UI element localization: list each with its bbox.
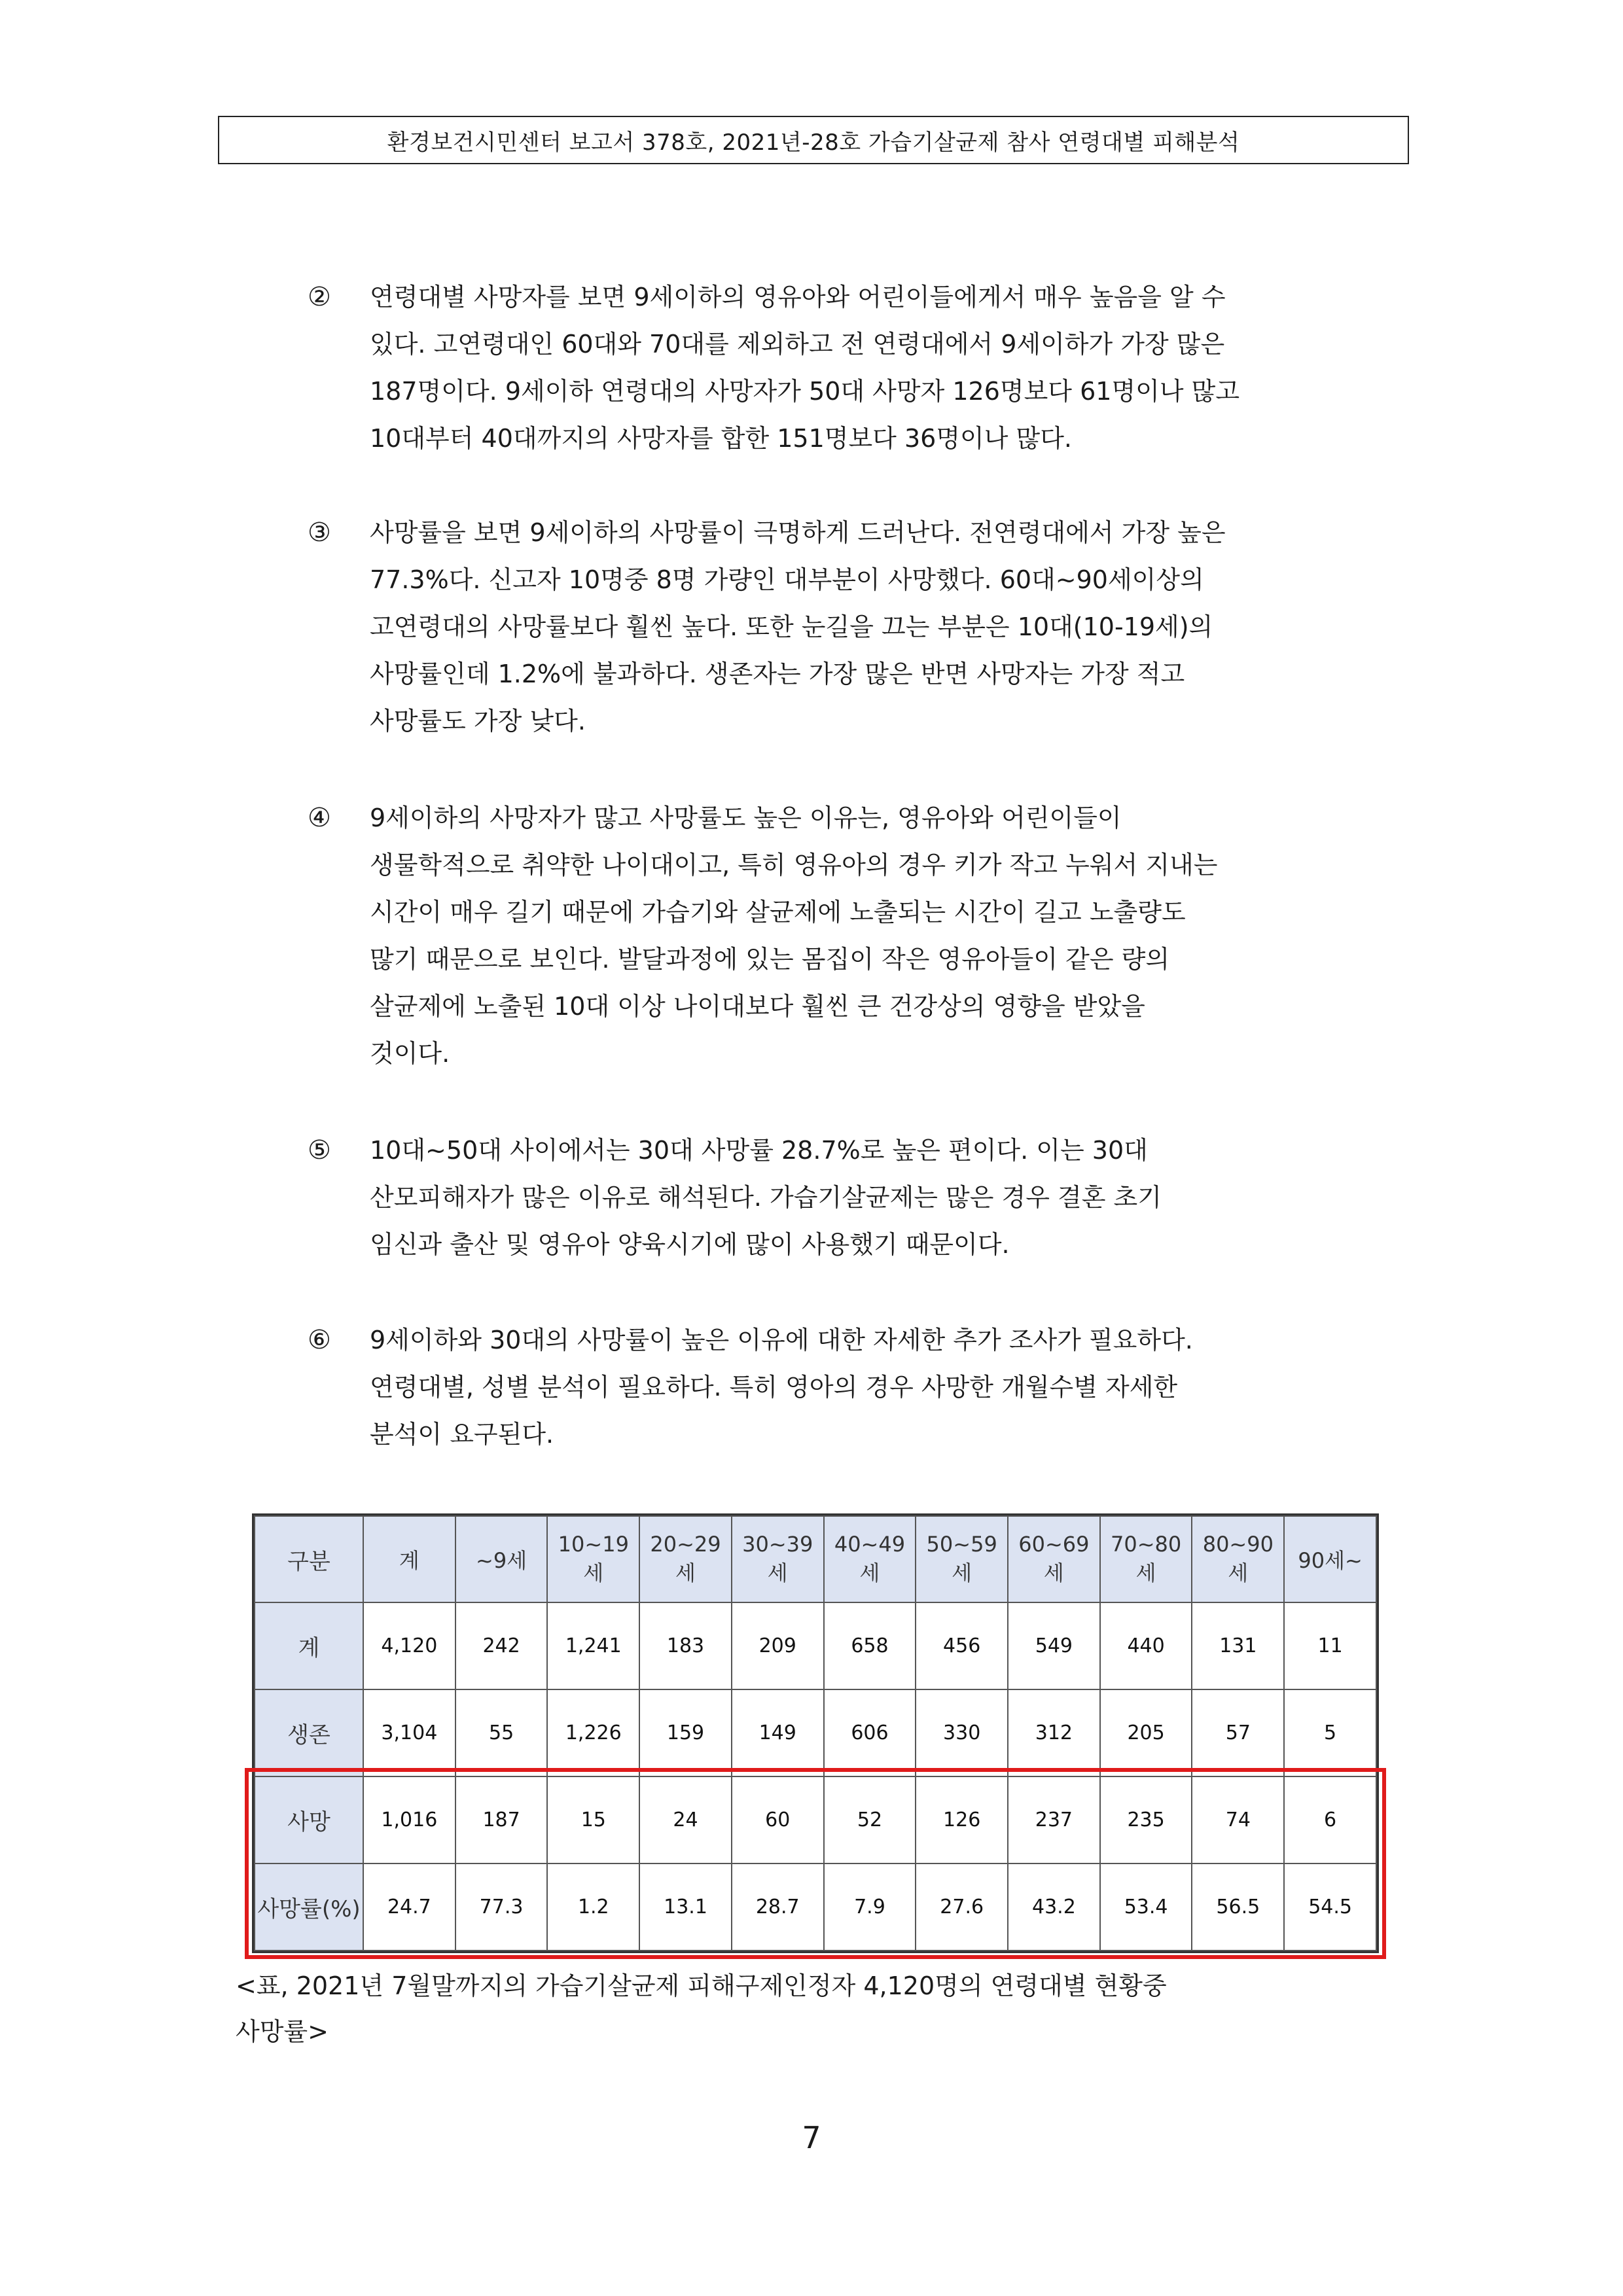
paragraph-line: 고연령대의 사망률보다 훨씬 높다. 또한 눈길을 끄는 부분은 10대(10-19세)의 [370, 612, 1213, 641]
table-row-header: 사망률(%) [255, 1863, 363, 1951]
paragraph-line: 산모피해자가 많은 이유로 해석된다. 가습기살균제는 많은 경우 결혼 초기 [370, 1183, 1162, 1212]
table-cell: 242 [455, 1602, 548, 1689]
paragraph-line: 분석이 요구된다. [370, 1420, 554, 1449]
table-cell: 1,241 [547, 1602, 639, 1689]
paragraph-3 [308, 509, 1394, 745]
table-header-cell: 10~19세 [547, 1516, 639, 1602]
paragraph-marker: ② [308, 282, 331, 312]
table-row-header: 사망 [255, 1776, 363, 1863]
table-header-cell: 50~59세 [916, 1516, 1008, 1602]
table-cell: 606 [824, 1689, 916, 1776]
table-header-cell: 60~69세 [1008, 1516, 1100, 1602]
table-cell: 43.2 [1008, 1863, 1100, 1951]
table-row-header: 생존 [255, 1689, 363, 1776]
table-cell: 237 [1008, 1776, 1100, 1863]
table-cell: 27.6 [916, 1863, 1008, 1951]
table-cell: 440 [1100, 1602, 1192, 1689]
table-cell: 4,120 [363, 1602, 455, 1689]
table-cell: 658 [824, 1602, 916, 1689]
report-header [218, 116, 1409, 164]
table-header-cell: 20~29세 [639, 1516, 732, 1602]
table-header-cell: ~9세 [455, 1516, 548, 1602]
table-cell: 159 [639, 1689, 732, 1776]
table-cell: 126 [916, 1776, 1008, 1863]
table-cell: 54.5 [1284, 1863, 1376, 1951]
table-cell: 60 [732, 1776, 824, 1863]
table-cell: 77.3 [455, 1863, 548, 1951]
table-cell: 28.7 [732, 1863, 824, 1951]
paragraph-line: 살균제에 노출된 10대 이상 나이대보다 훨씬 큰 건강상의 영향을 받았을 [370, 992, 1145, 1021]
table-cell: 7.9 [824, 1863, 916, 1951]
paragraph-marker: ③ [308, 518, 331, 548]
table-cell: 57 [1192, 1689, 1284, 1776]
table-cell: 456 [916, 1602, 1008, 1689]
table-cell: 24 [639, 1776, 732, 1863]
paragraph-line: 사망률도 가장 낮다. [370, 707, 586, 735]
paragraph-line: 10대~50대 사이에서는 30대 사망률 28.7%로 높은 편이다. 이는 30대 [370, 1136, 1148, 1165]
table-row-total [255, 1602, 1376, 1689]
table-header-cell: 70~80세 [1100, 1516, 1192, 1602]
table-header-row [255, 1516, 1376, 1602]
table-cell: 187 [455, 1776, 548, 1863]
table-cell: 131 [1192, 1602, 1284, 1689]
paragraph-line: 9세이하의 사망자가 많고 사망률도 높은 이유는, 영유아와 어린이들이 [370, 804, 1122, 832]
caption-line: <표, 2021년 7월말까지의 가습기살균제 피해구제인정자 4,120명의 연령대별 현황중 [236, 1971, 1167, 2000]
table-caption [236, 1963, 1387, 2055]
table-cell: 330 [916, 1689, 1008, 1776]
table-header-cell: 30~39세 [732, 1516, 824, 1602]
table-cell: 312 [1008, 1689, 1100, 1776]
paragraph-line: 것이다. [370, 1039, 450, 1068]
table-header-cell: 40~49세 [824, 1516, 916, 1602]
table-header-cell: 구분 [255, 1516, 363, 1602]
paragraph-line: 연령대별, 성별 분석이 필요하다. 특히 영아의 경우 사망한 개월수별 자세한 [370, 1373, 1178, 1402]
paragraph-line: 생물학적으로 취약한 나이대이고, 특히 영유아의 경우 키가 작고 누워서 지내는 [370, 851, 1218, 879]
table-cell: 183 [639, 1602, 732, 1689]
table-cell: 13.1 [639, 1863, 732, 1951]
table-row-death-rate [255, 1863, 1376, 1951]
paragraph-6 [308, 1316, 1394, 1458]
paragraph-marker: ⑤ [308, 1135, 331, 1165]
table-header-cell: 계 [363, 1516, 455, 1602]
table-cell: 53.4 [1100, 1863, 1192, 1951]
paragraph-line: 시간이 매우 길기 때문에 가습기와 살균제에 노출되는 시간이 길고 노출량도 [370, 898, 1186, 927]
table-cell: 205 [1100, 1689, 1192, 1776]
paragraph-marker: ④ [308, 803, 331, 833]
table-cell: 52 [824, 1776, 916, 1863]
table-cell: 549 [1008, 1602, 1100, 1689]
table-cell: 24.7 [363, 1863, 455, 1951]
paragraph-line: 187명이다. 9세이하 연령대의 사망자가 50대 사망자 126명보다 61명이나 많고 [370, 377, 1240, 406]
age-group-data-table [254, 1515, 1377, 1951]
paragraph-line: 임신과 출산 및 영유아 양육시기에 많이 사용했기 때문이다. [370, 1230, 1010, 1259]
table-row-survived [255, 1689, 1376, 1776]
age-group-table [252, 1513, 1379, 1953]
paragraph-line: 많기 때문으로 보인다. 발달과정에 있는 몸집이 작은 영유아들이 같은 량의 [370, 945, 1170, 974]
paragraph-line: 10대부터 40대까지의 사망자를 합한 151명보다 36명이나 많다. [370, 424, 1073, 453]
table-cell: 149 [732, 1689, 824, 1776]
caption-line: 사망률> [236, 2017, 329, 2046]
table-cell: 5 [1284, 1689, 1376, 1776]
table-header-cell: 80~90세 [1192, 1516, 1284, 1602]
table-cell: 1,016 [363, 1776, 455, 1863]
table-cell: 11 [1284, 1602, 1376, 1689]
table-cell: 1,226 [547, 1689, 639, 1776]
paragraph-marker: ⑥ [308, 1325, 331, 1355]
paragraph-4 [308, 794, 1394, 1077]
table-row-deaths [255, 1776, 1376, 1863]
paragraph-2 [308, 274, 1394, 462]
table-cell: 56.5 [1192, 1863, 1284, 1951]
paragraph-line: 연령대별 사망자를 보면 9세이하의 영유아와 어린이들에게서 매우 높음을 알 수 [370, 283, 1226, 311]
table-cell: 1.2 [547, 1863, 639, 1951]
paragraph-line: 사망률인데 1.2%에 불과하다. 생존자는 가장 많은 반면 사망자는 가장 적고 [370, 660, 1185, 688]
table-cell: 3,104 [363, 1689, 455, 1776]
paragraph-line: 77.3%다. 신고자 10명중 8명 가량인 대부분이 사망했다. 60대~90세이상의 [370, 565, 1204, 594]
table-cell: 74 [1192, 1776, 1284, 1863]
paragraph-line: 사망률을 보면 9세이하의 사망률이 극명하게 드러난다. 전연령대에서 가장 높은 [370, 518, 1226, 547]
table-cell: 235 [1100, 1776, 1192, 1863]
table-header-cell: 90세~ [1284, 1516, 1376, 1602]
paragraph-line: 있다. 고연령대인 60대와 70대를 제외하고 전 연령대에서 9세이하가 가장 많은 [370, 330, 1225, 359]
table-cell: 55 [455, 1689, 548, 1776]
page-number: 7 [802, 2120, 821, 2155]
table-cell: 6 [1284, 1776, 1376, 1863]
table-cell: 15 [547, 1776, 639, 1863]
paragraph-5 [308, 1127, 1394, 1268]
paragraph-line: 9세이하와 30대의 사망률이 높은 이유에 대한 자세한 추가 조사가 필요하다. [370, 1326, 1193, 1354]
report-header-title: 환경보건시민센터 보고서 378호, 2021년-28호 가습기살균제 참사 연령대별 피해분석 [387, 129, 1240, 156]
table-row-header: 계 [255, 1602, 363, 1689]
table-cell: 209 [732, 1602, 824, 1689]
